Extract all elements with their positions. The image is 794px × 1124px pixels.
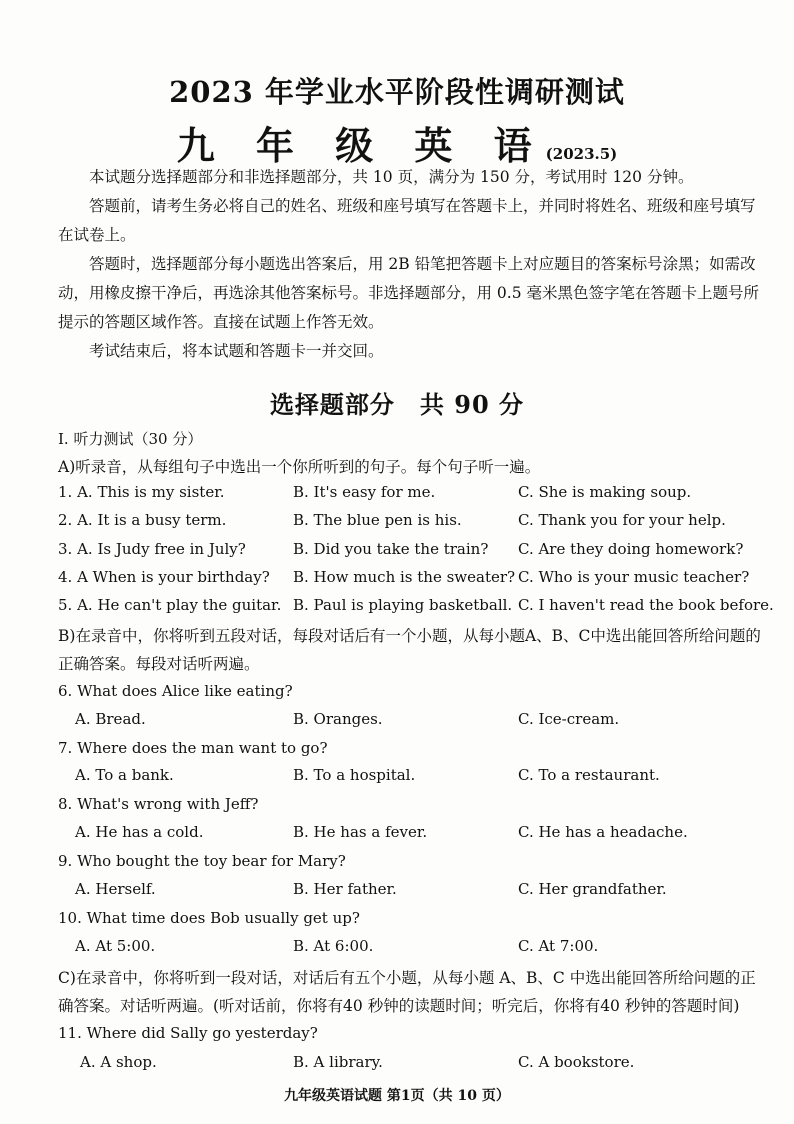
option-11b: B. A library. [293,1053,383,1071]
page-footer: 九年级英语试题 第1页（共 10 页） [284,1088,510,1104]
option-9b: B. Her father. [293,880,397,898]
option-8a: A. He has a cold. [75,823,204,841]
option-10a: A. At 5:00. [75,937,156,955]
exam-subject [0,115,794,170]
option-10b: B. At 6:00. [293,937,374,955]
list-item-c3: C. Are they doing homework? [518,540,744,558]
instruction-3: 答题时，选择题部分每小题选出答案后，用 2B 铅笔把答题卡上对应题目的答案标号涂黑；如需改动，用橡皮擦干净后，再选涂其他答案标号。非选择题部分，用 0.5 毫米黑色签字笔在答题卡上题号所提示的答题区域作答。直接在试题上作答无效。 [58,255,760,331]
list-item-b3: B. Did you take the train? [293,540,489,558]
exam-title: 2023 年学业水平阶段性调研测试 [169,75,625,109]
section-title: 选择题部分 共 90 分 [269,390,525,419]
option-7c: C. To a restaurant. [518,766,660,784]
part-heading: I. 听力测试（30 分） [58,430,203,448]
list-item-a2: 2. A. It is a busy term. [58,511,227,529]
question-11: 11. Where did Sally go yesterday? [58,1024,318,1042]
list-item-a5: 5. A. He can't play the guitar. [58,596,282,614]
list-item-c1: C. She is making soup. [518,483,692,501]
list-item-a4: 4. A When is your birthday? [58,568,270,586]
list-item-a3: 3. A. Is Judy free in July? [58,540,246,558]
list-item-b2: B. The blue pen is his. [293,511,462,529]
option-7b: B. To a hospital. [293,766,416,784]
question-7: 7. Where does the man want to go? [58,739,328,757]
option-11c: C. A bookstore. [518,1053,635,1071]
list-item-c5: C. I haven't read the book before. [518,596,774,614]
subject-title: 九 年 级 英 语 [176,123,546,168]
list-item-a1: 1. A. This is my sister. [58,483,225,501]
option-9a: A. Herself. [75,880,156,898]
option-6c: C. Ice-cream. [518,710,620,728]
option-10c: C. At 7:00. [518,937,599,955]
option-9c: C. Her grandfather. [518,880,667,898]
question-10: 10. What time does Bob usually get up? [58,909,360,927]
question-6: 6. What does Alice like eating? [58,682,293,700]
list-item-b1: B. It's easy for me. [293,483,436,501]
option-6b: B. Oranges. [293,710,383,728]
instructions [58,163,770,366]
instruction-4: 考试结束后，将本试题和答题卡一并交回。 [89,342,384,360]
option-8b: B. He has a fever. [293,823,428,841]
list-item-b5: B. Paul is playing basketball. [293,596,513,614]
option-8c: C. He has a headache. [518,823,688,841]
option-11a: A. A shop. [80,1053,157,1071]
instruction-2: 答题前，请考生务必将自己的姓名、班级和座号填写在答题卡上，并同时将姓名、班级和座号填写在试卷上。 [58,197,756,244]
question-9: 9. Who bought the toy bear for Mary? [58,852,346,870]
instruction-1: 本试题分选择题部分和非选择题部分，共 10 页，满分为 150 分，考试用时 120 分钟。 [89,168,694,186]
list-item-c4: C. Who is your music teacher? [518,568,750,586]
option-7a: A. To a bank. [75,766,174,784]
sub-c-instruction: C)在录音中，你将听到一段对话，对话后有五个小题，从每小题 A、B、C 中选出能回答所给问题的正确答案。对话听两遍。(听对话前，你将有40 秒钟的读题时间；听完后，你将有40 秒钟的答题时间) [58,969,756,1015]
question-8: 8. What's wrong with Jeff? [58,795,259,813]
list-item-b4: B. How much is the sweater? [293,568,516,586]
list-item-c2: C. Thank you for your help. [518,511,726,529]
exam-date: (2023.5) [545,145,618,163]
sub-a-instruction: A)听录音，从每组句子中选出一个你所听到的句子。每个句子听一遍。 [58,458,541,476]
option-6a: A. Bread. [75,710,146,728]
sub-b-instruction: B)在录音中，你将听到五段对话，每段对话后有一个小题，从每小题A、B、C中选出能回答所给问题的正确答案。每段对话听两遍。 [58,627,761,673]
